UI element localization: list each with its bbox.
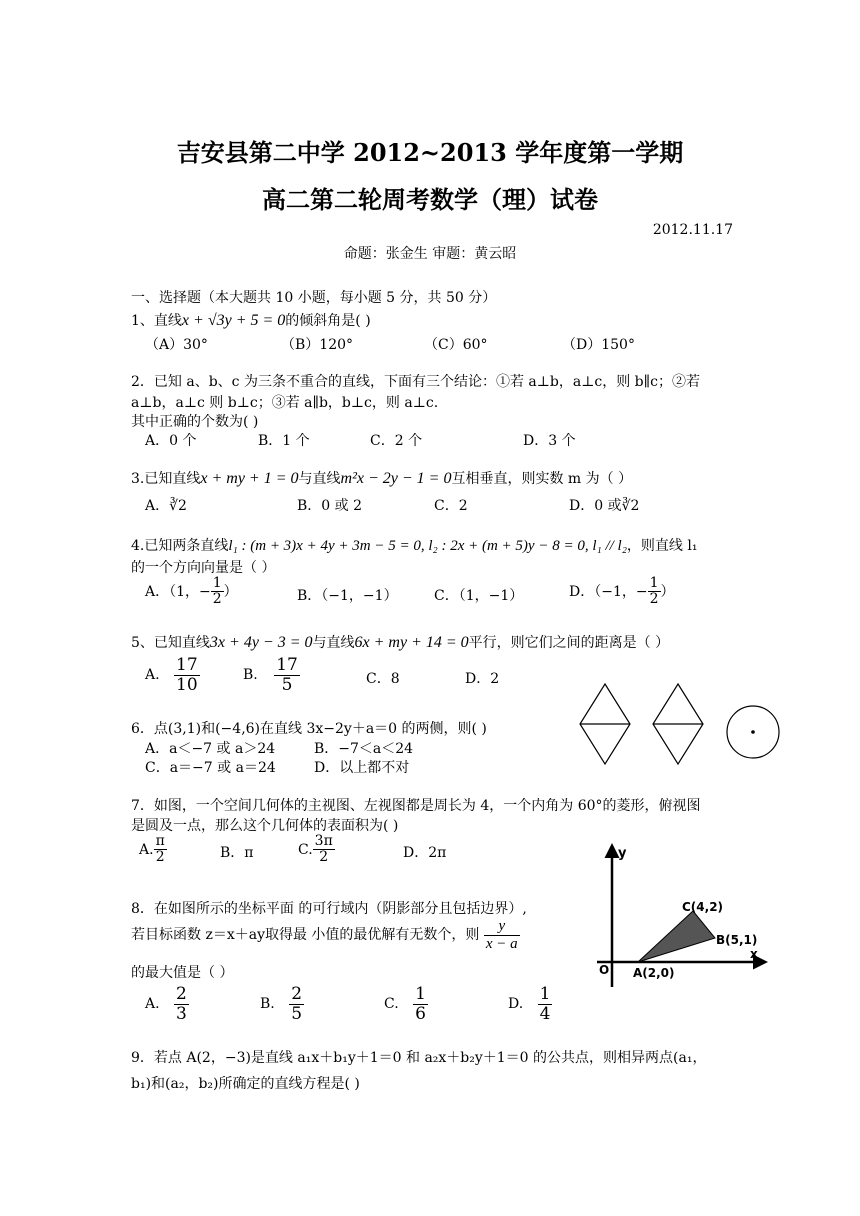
q5-option-d[interactable]: D．2 <box>465 671 500 687</box>
q6-line1: 6．点(3,1)和(−4,6)在直线 3x−2y＋a＝0 的两侧，则( ) <box>131 721 487 737</box>
q5-suffix: 平行，则它们之间的距离是（ ） <box>468 635 670 651</box>
q3-option-c[interactable]: C．2 <box>434 498 468 514</box>
q7-option-a-num: π <box>155 833 165 849</box>
q7-option-a-label: A. <box>139 841 154 858</box>
q8-option-b-den: 5 <box>291 1003 303 1024</box>
q1-formula: x + √3y + 5 = 0 <box>181 312 286 329</box>
q8-option-a-den: 3 <box>176 1003 187 1024</box>
q8-option-c-den: 6 <box>415 1003 426 1024</box>
q5-option-a-label: A. <box>145 667 160 684</box>
q8-line2-text: 若目标函数 z＝x＋ay取得最 小值的最优解有无数个，则 <box>131 927 480 943</box>
q9-line1: 9．若点 A(2，−3)是直线 a₁x＋b₁y＋1＝0 和 a₂x＋b₂y＋1＝0 的公共点，则相异两点(a₁， <box>131 1050 707 1066</box>
q8-option-d-label: D. <box>508 996 524 1013</box>
q2-option-c[interactable]: C．2 个 <box>370 433 423 449</box>
question-3 <box>131 468 632 488</box>
q8-option-a-num: 2 <box>176 984 187 1004</box>
q1-option-a[interactable]: （A）30° <box>145 337 208 353</box>
q1-prefix: 1、直线 <box>131 313 182 329</box>
section-heading: 一、选择题（本大题共 10 小题，每小题 5 分，共 50 分） <box>131 290 497 306</box>
exam-title-line2: 高二第二轮周考数学（理）试卷 <box>262 185 598 214</box>
q7-option-c[interactable] <box>298 834 335 866</box>
q5-prefix: 5、已知直线 <box>131 635 210 651</box>
q4-suffix: ，则直线 l₁ <box>626 538 698 554</box>
q1-suffix: 的倾斜角是( ) <box>285 313 371 329</box>
point-c-label: C(4,2) <box>682 900 724 914</box>
question-1 <box>131 310 371 330</box>
q4-option-a[interactable] <box>145 576 238 608</box>
q4-option-d-den: 2 <box>649 591 659 608</box>
q8-option-d-num: 1 <box>539 984 551 1004</box>
q8-line1: 8．在如图所示的坐标平面 的可行域内（阴影部分且包括边界）, <box>131 901 527 917</box>
q4-formula: l₁ : (m + 3)x + 4y + 3m − 5 = 0, l₂ : 2x + (m + 5)y − 8 = 0, l₁ // l₂ <box>228 538 627 554</box>
x-axis-label: x <box>750 947 758 961</box>
q8-option-c-label: C. <box>384 996 399 1013</box>
q2-line2: a⊥b，a⊥c 则 b⊥c；③若 a∥b，b⊥c，则 a⊥c. <box>131 395 439 411</box>
q7-option-b[interactable]: B．π <box>220 845 254 861</box>
q4-option-a-post: ） <box>223 583 238 600</box>
q7-line2: 是圆及一点，那么这个几何体的表面积为( ) <box>131 818 399 834</box>
q3-formula-2: m²x − 2y − 1 = 0 <box>340 470 452 487</box>
q4-line2: 的一个方向向量是（ ） <box>131 560 276 576</box>
q4-option-b[interactable]: B．（−1，−1） <box>297 588 398 604</box>
exam-title-line1: 吉安县第二中学 2012~2013 学年度第一学期 <box>176 138 684 167</box>
q1-option-c[interactable]: （C）60° <box>424 337 488 353</box>
q3-prefix: 3.已知直线 <box>131 471 201 487</box>
q2-line3: 其中正确的个数为( ) <box>131 414 259 430</box>
q8-line3: 的最大值是（ ） <box>131 965 234 981</box>
q8-option-a-label: A. <box>145 996 160 1013</box>
q5-formula-2: 6x + my + 14 = 0 <box>354 634 469 651</box>
q5-option-a-den: 10 <box>176 674 198 695</box>
q7-option-c-den: 2 <box>319 849 329 866</box>
q5-option-c[interactable]: C．8 <box>366 671 400 687</box>
q5-option-a[interactable] <box>145 656 200 694</box>
q7-option-c-label: C. <box>298 841 313 858</box>
q2-line1: 2．已知 a、b、c 为三条不重合的直线，下面有三个结论：①若 a⊥b，a⊥c，则 b∥c；②若 <box>131 374 700 390</box>
q5-option-a-num: 17 <box>176 655 198 675</box>
q8-option-b[interactable] <box>260 985 304 1023</box>
q4-option-a-pre: A．（1，− <box>145 583 211 600</box>
q7-option-a-den: 2 <box>155 849 165 866</box>
q4-option-d-num: 1 <box>649 575 659 591</box>
q4-option-a-den: 2 <box>212 591 222 608</box>
question-4 <box>131 535 697 555</box>
q6-option-c[interactable]: C．a＝−7 或 a＝24 <box>145 760 276 776</box>
q3-option-a[interactable]: A．∛2 <box>145 498 187 514</box>
q6-option-b[interactable]: B．−7＜a＜24 <box>314 741 414 757</box>
q8-option-d[interactable] <box>508 985 552 1023</box>
q8-frac-num: y <box>484 918 520 936</box>
q3-suffix: 互相垂直，则实数 m 为（ ） <box>451 471 633 487</box>
q9-line2: b₁)和(a₂，b₂)所确定的直线方程是( ) <box>131 1076 360 1092</box>
shaded-region <box>638 911 715 962</box>
q4-option-c[interactable]: C．（1，−1） <box>434 588 524 604</box>
q8-option-b-num: 2 <box>291 984 303 1004</box>
q7-option-c-num: 3π <box>314 833 333 849</box>
q3-mid: 与直线 <box>298 471 341 487</box>
q3-option-d[interactable]: D．0 或∛2 <box>569 498 640 514</box>
q7-option-a[interactable] <box>139 834 167 866</box>
q4-prefix: 4.已知两条直线 <box>131 538 229 554</box>
q7-line1: 7．如图，一个空间几何体的主视图、左视图都是周长为 4，一个内角为 60°的菱形，俯视图 <box>131 798 701 814</box>
q5-option-b[interactable] <box>243 656 300 694</box>
q7-option-d[interactable]: D．2π <box>403 845 447 861</box>
feasible-region-graph <box>592 840 772 990</box>
three-view-figure <box>578 682 784 792</box>
origin-label: O <box>599 963 610 977</box>
exam-date: 2012.11.17 <box>652 222 733 238</box>
q5-option-b-label: B. <box>243 667 258 684</box>
point-a-label: A(2,0) <box>633 966 675 980</box>
q8-option-a[interactable] <box>145 985 189 1023</box>
q4-option-d-pre: D．（−1，− <box>569 583 648 600</box>
q8-option-b-label: B. <box>260 996 275 1013</box>
q4-option-d-post: ） <box>660 583 675 600</box>
q5-option-b-den: 5 <box>281 674 293 695</box>
q8-frac-den: x − a <box>485 935 518 952</box>
q5-mid: 与直线 <box>312 635 355 651</box>
q8-option-c-num: 1 <box>415 984 426 1004</box>
point-b-label: B(5,1) <box>716 933 758 947</box>
top-view-center-point <box>751 730 755 734</box>
y-axis-label: y <box>618 846 627 861</box>
q8-option-c[interactable] <box>384 985 428 1023</box>
q1-option-d[interactable]: （D）150° <box>562 337 635 353</box>
q5-formula-1: 3x + 4y − 3 = 0 <box>209 634 313 651</box>
q2-option-a[interactable]: A．0 个 <box>145 433 197 449</box>
q3-formula-1: x + my + 1 = 0 <box>200 470 299 487</box>
q8-option-d-den: 4 <box>539 1003 551 1024</box>
q5-option-b-num: 17 <box>276 655 298 675</box>
q2-option-b[interactable]: B．1 个 <box>258 433 310 449</box>
q8-line2 <box>131 918 520 952</box>
exam-authors: 命题：张金生 审题：黄云昭 <box>343 246 517 262</box>
question-5 <box>131 632 669 652</box>
q3-option-b[interactable]: B．0 或 2 <box>297 498 363 514</box>
q6-option-d[interactable]: D．以上都不对 <box>314 760 410 776</box>
q4-option-d[interactable] <box>569 576 675 608</box>
q4-option-a-num: 1 <box>212 575 222 591</box>
q6-option-a[interactable]: A．a＜−7 或 a＞24 <box>145 741 276 757</box>
q2-option-d[interactable]: D．3 个 <box>523 433 576 449</box>
q1-option-b[interactable]: （B）120° <box>281 337 354 353</box>
